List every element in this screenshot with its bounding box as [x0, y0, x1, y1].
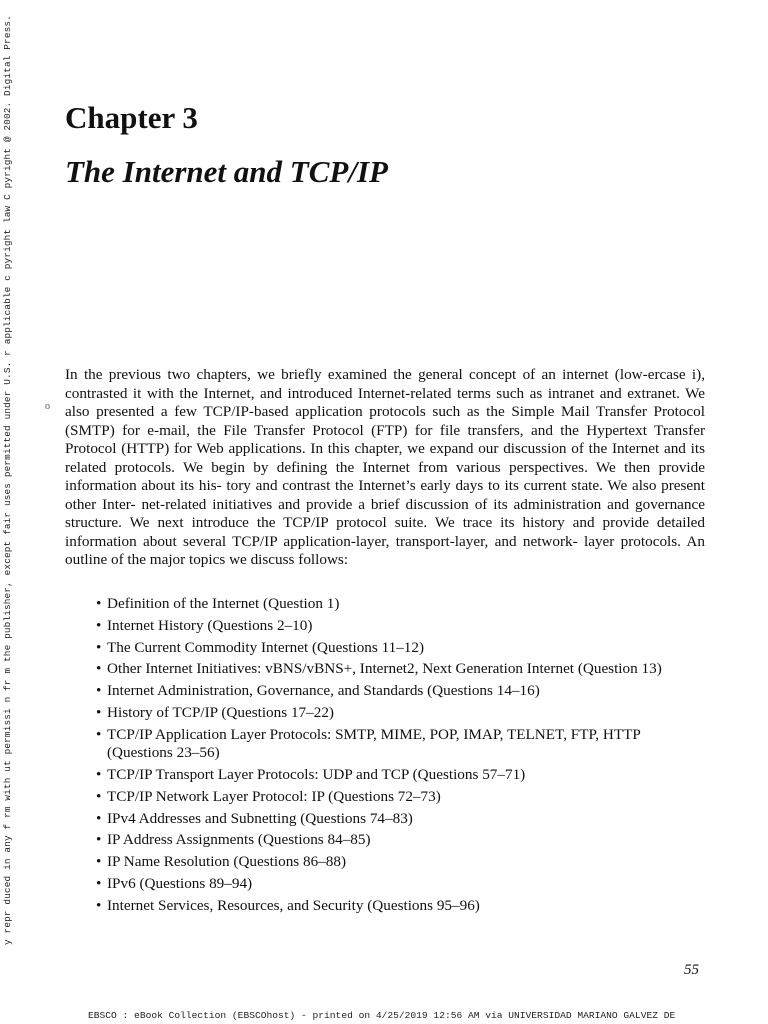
topic-text: TCP/IP Transport Layer Protocols: UDP and TCP (Questions 57–71): [107, 766, 526, 784]
page-number: 55: [684, 962, 699, 978]
topic-text: History of TCP/IP (Questions 17–22): [107, 703, 334, 721]
bullet-icon: •: [96, 809, 102, 827]
list-item: [96, 617, 696, 636]
topic-text: IPv4 Addresses and Subnetting (Questions 74–83): [107, 809, 413, 827]
topic-text: Other Internet Initiatives: vBNS/vBNS+, Internet2, Next Generation Internet (Question 13): [107, 660, 662, 678]
list-item: [96, 682, 696, 701]
list-item: [96, 897, 696, 916]
topic-text: IP Address Assignments (Questions 84–85): [107, 831, 371, 849]
list-item: [96, 704, 696, 723]
list-item: [96, 726, 696, 763]
bullet-icon: •: [96, 766, 102, 784]
bullet-icon: •: [96, 703, 102, 721]
list-item: [96, 766, 696, 785]
bullet-icon: •: [96, 831, 102, 849]
topic-list: [96, 595, 696, 919]
chapter-title: The Internet and TCP/IP: [65, 154, 388, 189]
topic-text: Definition of the Internet (Question 1): [107, 595, 340, 612]
bullet-icon: •: [96, 875, 102, 893]
bullet-icon: •: [96, 638, 102, 656]
topic-text: Internet Services, Resources, and Security (Questions 95–96): [107, 896, 480, 914]
intro-paragraph: In the previous two chapters, we briefly examined the general concept of an internet (low-ercase i), contrasted it with the Internet, and introduced Internet-related terms such as intranet and extranet. We also presented a few TCP/IP-based application protocols such as the Simple Mail Transfer Protocol (SMTP) for e-mail, the File Transfer Protocol (FTP) for file transfers, and the Hypertext Transfer Protocol (HTTP) for Web applications. In this chapter, we expand our discussion of the Internet and its related protocols. We begin by defining the Internet from various perspectives. We then provide information about its his- tory and contrast the Internet’s early days to its current state. We also present other Inter- net-related initiatives and provide a brief discussion of its administration and governance structure. We next introduce the TCP/IP protocol suite. We trace its history and provide detailed information about several TCP/IP application-layer, transport-layer, and network- layer protocols. An outline of the major topics we discuss follows:: [65, 366, 705, 568]
list-item: [96, 853, 696, 872]
bullet-icon: •: [96, 853, 102, 871]
scan-mark: o: [45, 401, 50, 412]
copyright-notice: y repr duced in any f rm with ut permissi n fr m the publisher, except fair uses permitted under U.S. r applicable c pyright law C pyright @ 2002. Digital Press.: [2, 15, 13, 945]
bullet-icon: •: [96, 896, 102, 914]
topic-text: TCP/IP Network Layer Protocol: IP (Questions 72–73): [107, 787, 441, 805]
list-item: [96, 660, 696, 679]
topic-text: TCP/IP Application Layer Protocols: SMTP, MIME, POP, IMAP, TELNET, FTP, HTTP (Questions 23–56): [107, 725, 641, 762]
chapter-label: Chapter 3: [65, 100, 198, 135]
bullet-icon: •: [96, 787, 102, 805]
bullet-icon: •: [96, 595, 102, 612]
topic-text: The Current Commodity Internet (Questions 11–12): [107, 638, 425, 656]
bullet-icon: •: [96, 660, 102, 678]
list-item: [96, 639, 696, 658]
topic-text: Internet History (Questions 2–10): [107, 616, 313, 634]
list-item: [96, 788, 696, 807]
bullet-icon: •: [96, 616, 102, 634]
list-item: [96, 831, 696, 850]
topic-text: IPv6 (Questions 89–94): [107, 875, 253, 893]
list-item: [96, 810, 696, 829]
bullet-icon: •: [96, 682, 102, 700]
print-footer: EBSCO : eBook Collection (EBSCOhost) - printed on 4/25/2019 12:56 AM via UNIVERSIDAD MARIANO GALVEZ DE: [88, 1010, 676, 1021]
list-item: [96, 595, 696, 614]
bullet-icon: •: [96, 725, 102, 743]
topic-text: Internet Administration, Governance, and Standards (Questions 14–16): [107, 682, 540, 700]
topic-text: IP Name Resolution (Questions 86–88): [107, 853, 347, 871]
list-item: [96, 875, 696, 894]
